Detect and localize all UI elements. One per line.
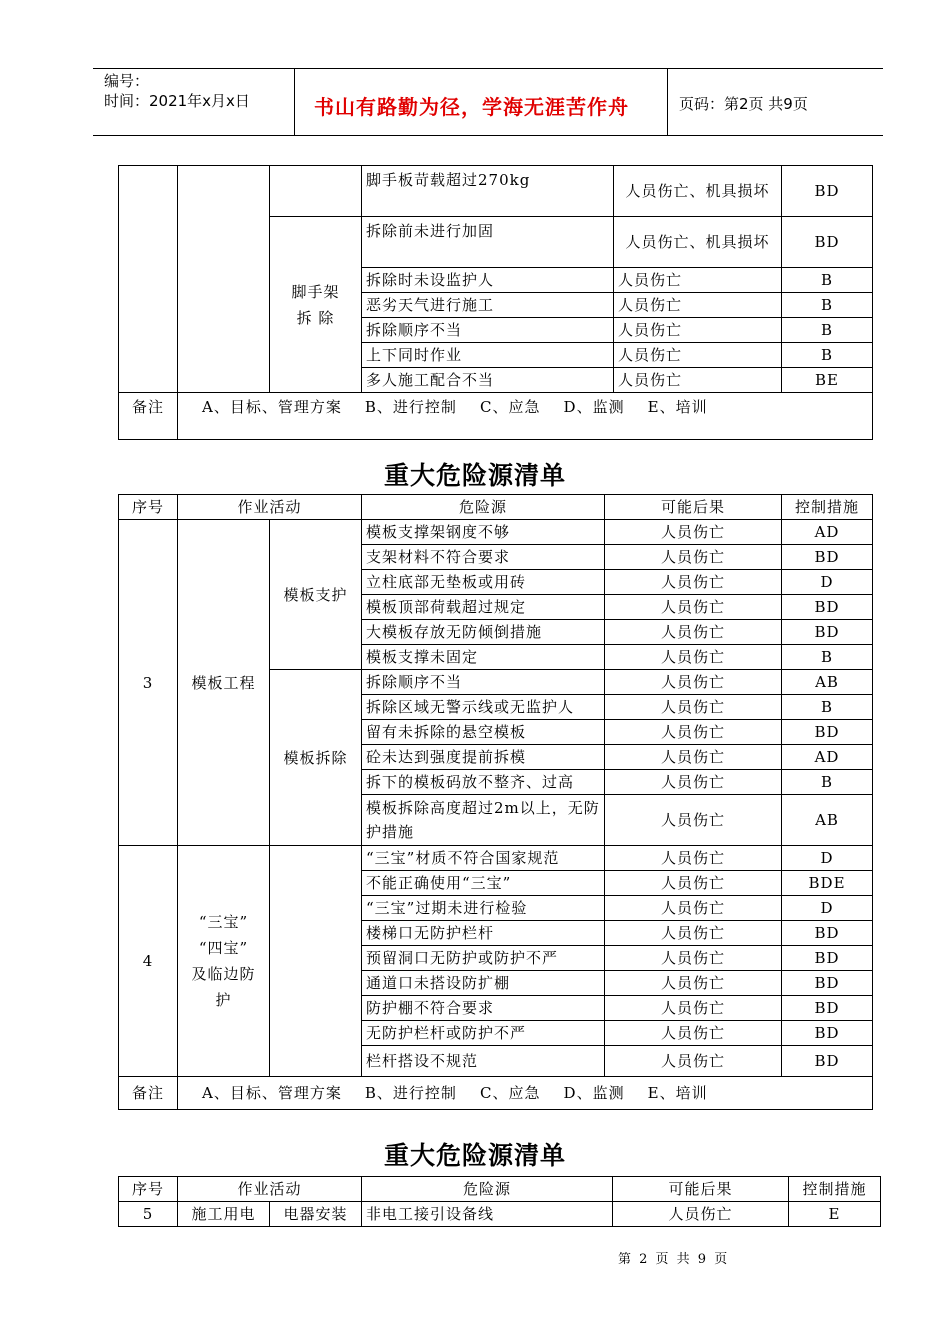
- hazard-cell: 预留洞口无防护或防护不严: [362, 946, 605, 971]
- hazard-cell: 立柱底部无垫板或用砖: [362, 570, 605, 595]
- measure-cell: BE: [782, 368, 873, 393]
- hazard-cell: 拆除顺序不当: [362, 318, 614, 343]
- hazard-cell: 通道口未搭设防扩棚: [362, 971, 605, 996]
- row-number: 3: [119, 520, 178, 846]
- hazard-cell: 防护棚不符合要求: [362, 996, 605, 1021]
- consequence-cell: 人员伤亡: [605, 770, 782, 795]
- section-title: 重大危险源清单: [383, 461, 566, 490]
- header-bottom-rule: [93, 135, 883, 136]
- hazard-cell: 恶劣天气进行施工: [362, 293, 614, 318]
- consequence-cell: 人员伤亡: [605, 645, 782, 670]
- consequence-cell: 人员伤亡: [605, 520, 782, 545]
- measure-cell: BD: [782, 595, 873, 620]
- hazard-cell: “三宝”过期未进行检验: [362, 896, 605, 921]
- consequence-cell: 人员伤亡: [605, 921, 782, 946]
- header-measure: 控制措施: [782, 495, 873, 520]
- consequence-cell: 人员伤亡: [605, 971, 782, 996]
- activity-line: “四宝”: [198, 939, 249, 957]
- row-number: 4: [119, 846, 178, 1077]
- consequence-cell: 人员伤亡: [605, 745, 782, 770]
- hazard-cell: “三宝”材质不符合国家规范: [362, 846, 605, 871]
- hazard-cell: 不能正确使用“三宝”: [362, 871, 605, 896]
- measure-cell: BD: [782, 971, 873, 996]
- measure-cell: AB: [782, 670, 873, 695]
- hazard-cell: 非电工接引设备线: [362, 1202, 613, 1227]
- measure-cell: BD: [782, 166, 873, 217]
- measure-cell: D: [782, 896, 873, 921]
- hazard-cell: 上下同时作业: [362, 343, 614, 368]
- consequence-cell: 人员伤亡: [614, 268, 782, 293]
- sub-activity-formwork-removal: 模板拆除: [270, 670, 362, 846]
- measure-cell: AD: [782, 520, 873, 545]
- consequence-cell: 人员伤亡: [605, 795, 782, 846]
- consequence-cell: 人员伤亡、机具损坏: [614, 217, 782, 268]
- hazard-cell: 大模板存放无防倾倒措施: [362, 620, 605, 645]
- sub-activity-line: 脚手架: [291, 282, 340, 301]
- header-divider-1: [294, 68, 295, 136]
- consequence-cell: 人员伤亡: [614, 293, 782, 318]
- measure-cell: BD: [782, 720, 873, 745]
- measure-cell: B: [782, 695, 873, 720]
- header-hazard: 危险源: [362, 495, 605, 520]
- remark-text: A、目标、管理方案 B、进行控制 C、应急 D、监测 E、培训: [178, 393, 873, 440]
- activity-electrical: 施工用电: [178, 1202, 270, 1227]
- measure-cell: BD: [782, 921, 873, 946]
- hazard-cell: 拆除区域无警示线或无监护人: [362, 695, 605, 720]
- hazard-cell: 模板支撑架钢度不够: [362, 520, 605, 545]
- measure-cell: D: [782, 570, 873, 595]
- measure-cell: AD: [782, 745, 873, 770]
- section-title: 重大危险源清单: [383, 1141, 566, 1170]
- measure-cell: BD: [782, 545, 873, 570]
- sub-activity-formwork-support: 模板支护: [270, 520, 362, 670]
- consequence-cell: 人员伤亡: [605, 670, 782, 695]
- header-activity: 作业活动: [178, 495, 362, 520]
- hazard-cell: 多人施工配合不当: [362, 368, 614, 393]
- measure-cell: BD: [782, 996, 873, 1021]
- activity-line: 护: [215, 991, 232, 1009]
- hazard-table-electrical: [118, 1176, 881, 1227]
- consequence-cell: 人员伤亡: [614, 368, 782, 393]
- header-consequence: 可能后果: [605, 495, 782, 520]
- activity-line: 及临边防: [191, 965, 256, 983]
- activity-cell-empty: [178, 166, 270, 393]
- header-no: 序号: [119, 495, 178, 520]
- hazard-cell: 拆除顺序不当: [362, 670, 605, 695]
- consequence-cell: 人员伤亡: [605, 1021, 782, 1046]
- page-footer: 第 2 页 共 9 页: [618, 1252, 730, 1267]
- consequence-cell: 人员伤亡: [605, 896, 782, 921]
- measure-cell: BDE: [782, 871, 873, 896]
- remark-label: 备注: [119, 1077, 178, 1110]
- measure-cell: B: [782, 645, 873, 670]
- measure-cell: BD: [782, 946, 873, 971]
- activity-formwork: 模板工程: [178, 520, 270, 846]
- consequence-cell: 人员伤亡: [605, 871, 782, 896]
- no-cell-empty: [119, 166, 178, 393]
- header-top-rule: [93, 68, 883, 69]
- document-number-label: 编号：: [104, 72, 150, 90]
- hazard-cell: 无防护栏杆或防护不严: [362, 1021, 605, 1046]
- consequence-cell: 人员伤亡、机具损坏: [614, 166, 782, 217]
- consequence-cell: 人员伤亡: [605, 595, 782, 620]
- header-activity: 作业活动: [178, 1177, 362, 1202]
- measure-cell: AB: [782, 795, 873, 846]
- hazard-cell: 栏杆搭设不规范: [362, 1046, 605, 1077]
- hazard-cell: 楼梯口无防护栏杆: [362, 921, 605, 946]
- measure-cell: BD: [782, 217, 873, 268]
- consequence-cell: 人员伤亡: [605, 620, 782, 645]
- consequence-cell: 人员伤亡: [605, 695, 782, 720]
- sub-activity-scaffold-removal: [270, 217, 362, 393]
- header-motto: 书山有路勤为径，学海无涯苦作舟: [314, 95, 629, 119]
- measure-cell: B: [782, 318, 873, 343]
- consequence-cell: 人员伤亡: [605, 946, 782, 971]
- consequence-cell: 人员伤亡: [614, 343, 782, 368]
- header-divider-2: [667, 68, 668, 136]
- measure-cell: B: [782, 770, 873, 795]
- measure-cell: D: [782, 846, 873, 871]
- sub-activity-line: 拆 除: [296, 308, 335, 327]
- consequence-cell: 人员伤亡: [613, 1202, 789, 1227]
- hazard-cell: 砼未达到强度提前拆模: [362, 745, 605, 770]
- header-measure: 控制措施: [789, 1177, 881, 1202]
- hazard-cell: 模板支撑未固定: [362, 645, 605, 670]
- remark-label: 备注: [119, 393, 178, 440]
- measure-cell: BD: [782, 1046, 873, 1077]
- header-consequence: 可能后果: [613, 1177, 789, 1202]
- sub-activity-electrical-install: 电器安装: [270, 1202, 362, 1227]
- remark-text: A、目标、管理方案 B、进行控制 C、应急 D、监测 E、培训: [178, 1077, 873, 1110]
- consequence-cell: 人员伤亡: [605, 996, 782, 1021]
- hazard-cell: 拆下的模板码放不整齐、过高: [362, 770, 605, 795]
- hazard-cell: 留有未拆除的悬空模板: [362, 720, 605, 745]
- hazard-cell: 模板拆除高度超过2m以上，无防护措施: [362, 795, 605, 846]
- hazard-cell: 模板顶部荷载超过规定: [362, 595, 605, 620]
- activity-line: “三宝”: [198, 913, 249, 931]
- measure-cell: BD: [782, 620, 873, 645]
- hazard-table-continued: [118, 165, 873, 440]
- row-number: 5: [119, 1202, 178, 1227]
- measure-cell: B: [782, 343, 873, 368]
- hazard-cell: 拆除时未设监护人: [362, 268, 614, 293]
- header-hazard: 危险源: [362, 1177, 613, 1202]
- document-time: 时间：2021年x月x日: [104, 92, 250, 110]
- hazard-cell: 脚手板苛载超过270kg: [362, 166, 614, 217]
- hazard-cell: 支架材料不符合要求: [362, 545, 605, 570]
- consequence-cell: 人员伤亡: [605, 1046, 782, 1077]
- activity-safety-gear: [178, 846, 270, 1077]
- sub-activity-cell-empty: [270, 846, 362, 1077]
- consequence-cell: 人员伤亡: [605, 570, 782, 595]
- consequence-cell: 人员伤亡: [605, 846, 782, 871]
- hazard-cell: 拆除前未进行加固: [362, 217, 614, 268]
- consequence-cell: 人员伤亡: [605, 545, 782, 570]
- measure-cell: B: [782, 268, 873, 293]
- measure-cell: BD: [782, 1021, 873, 1046]
- header-page-number: 页码：第2页 共9页: [679, 95, 808, 113]
- measure-cell: B: [782, 293, 873, 318]
- sub-activity-cell-empty: [270, 166, 362, 217]
- consequence-cell: 人员伤亡: [614, 318, 782, 343]
- measure-cell: E: [789, 1202, 881, 1227]
- header-no: 序号: [119, 1177, 178, 1202]
- hazard-table: [118, 494, 873, 1110]
- consequence-cell: 人员伤亡: [605, 720, 782, 745]
